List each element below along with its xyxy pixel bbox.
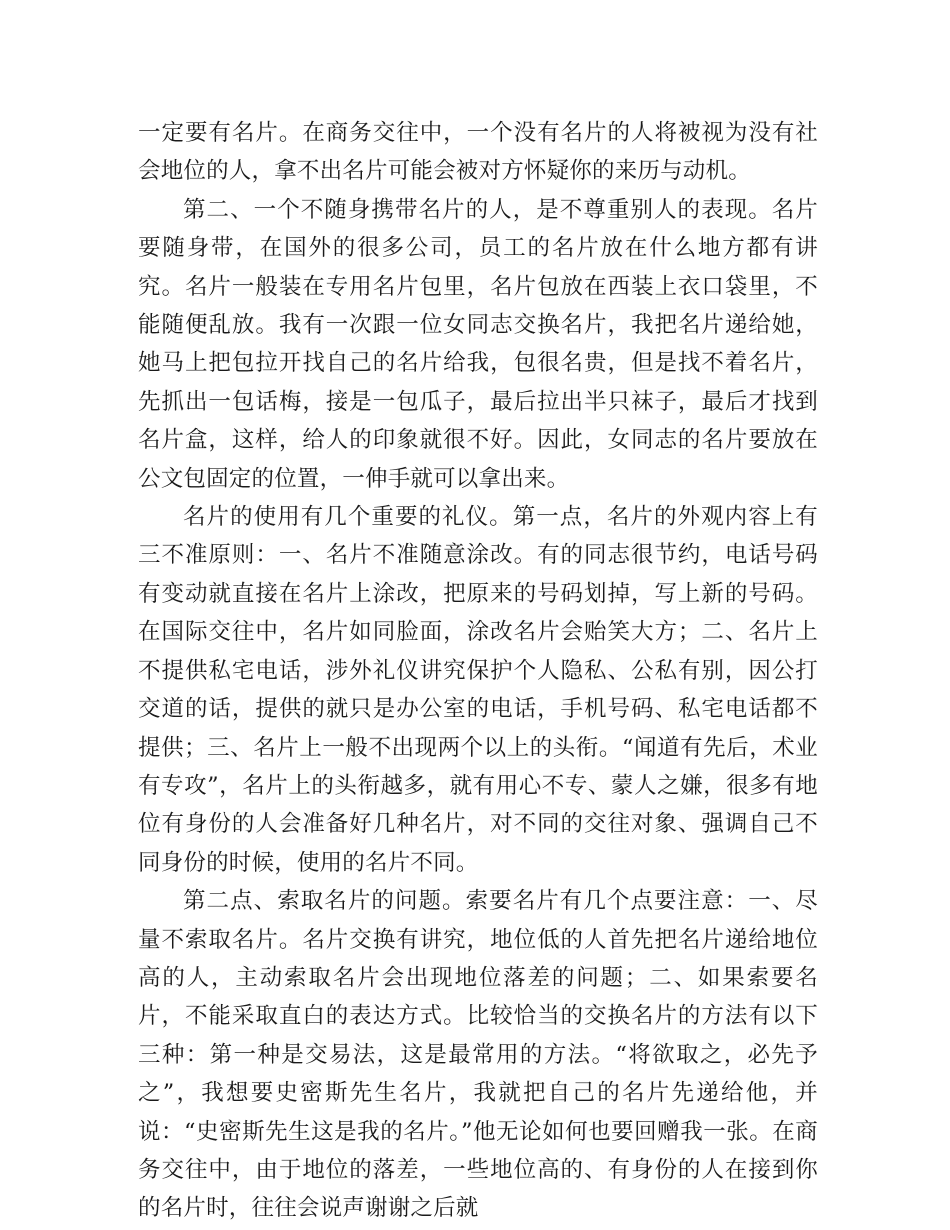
paragraph-1: 一定要有名片。在商务交往中，一个没有名片的人将被视为没有社会地位的人，拿不出名片可能会被对方怀疑你的来历与动机。 xyxy=(138,120,818,185)
paragraph-4: 第二点、索取名片的问题。索要名片有几个点要注意：一、尽量不索取名片。名片交换有讲究，地位低的人首先把名片递给地位高的人，主动索取名片会出现地位落差的问题；二、如果索要名片，不能采取直白的表达方式。比较恰当的交换名片的方法有以下三种：第一种是交易法，这是最常用的方法。“将欲取之，必先予之”，我想要史密斯先生名片，我就把自己的名片先递给他，并说：“史密斯先生这是我的名片。”他无论如何也要回赠我一张。在商务交往中，由于地位的落差，一些地位高的、有身份的人在接到你的名片时，往往会说声谢谢之后就 xyxy=(138,888,818,1222)
document-body xyxy=(138,114,818,1228)
paragraph-2: 第二、一个不随身携带名片的人，是不尊重别人的表现。名片要随身带，在国外的很多公司，员工的名片放在什么地方都有讲究。名片一般装在专用名片包里，名片包放在西装上衣口袋里，不能随便乱放。我有一次跟一位女同志交换名片，我把名片递给她，她马上把包拉开找自己的名片给我，包很名贵，但是找不着名片，先抓出一包话梅，接是一包瓜子，最后拉出半只袜子，最后才找到名片盒，这样，给人的印象就很不好。因此，女同志的名片要放在公文包固定的位置，一伸手就可以拿出来。 xyxy=(138,196,818,492)
paragraph-3: 名片的使用有几个重要的礼仪。第一点，名片的外观内容上有三不准原则：一、名片不准随意涂改。有的同志很节约，电话号码有变动就直接在名片上涂改，把原来的号码划掉，写上新的号码。在国际交往中，名片如同脸面，涂改名片会贻笑大方；二、名片上不提供私宅电话，涉外礼仪讲究保护个人隐私、公私有别，因公打交道的话，提供的就只是办公室的电话，手机号码、私宅电话都不提供；三、名片上一般不出现两个以上的头衔。“闻道有先后，术业有专攻”，名片上的头衔越多，就有用心不专、蒙人之嫌，很多有地位有身份的人会准备好几种名片，对不同的交往对象、强调自己不同身份的时候，使用的名片不同。 xyxy=(138,504,818,876)
